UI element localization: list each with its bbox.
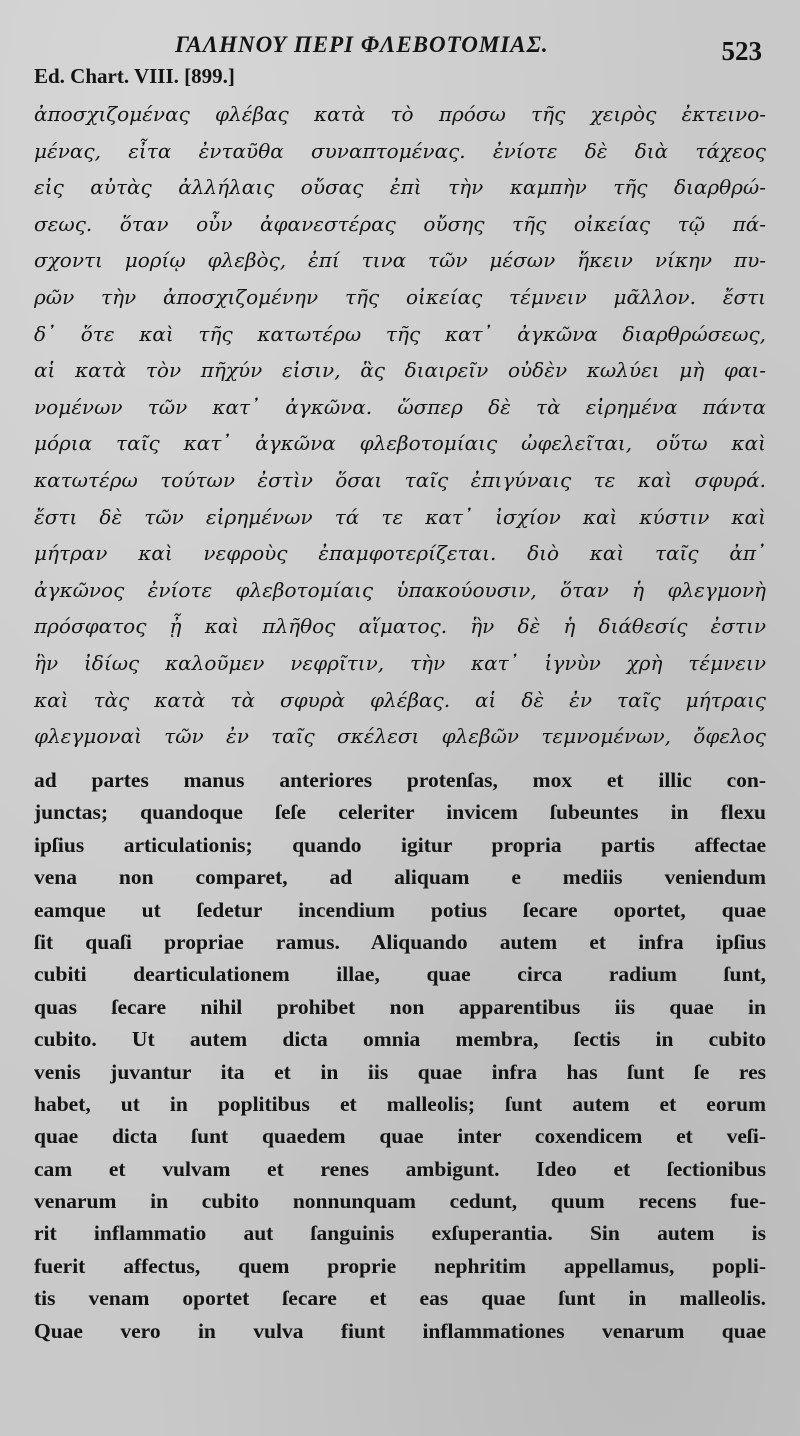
latin-text-line: rit inflammatio aut ſanguinis exſuperantia. Sin autem is <box>34 1221 766 1246</box>
greek-text-line: μένας, εἶτα ἐνταῦθα συναπτομένας. ἐνίοτε δὲ διὰ τάχεος <box>34 138 766 163</box>
latin-text-line: tis venam oportet ſecare et eas quae ſunt in malleolis. <box>34 1286 766 1311</box>
latin-text-line: ſit quaſi propriae ramus. Aliquando autem et infra ipſius <box>34 929 766 954</box>
latin-text-block <box>34 764 766 1347</box>
latin-text-line: vena non comparet, ad aliquam e mediis veniendum <box>34 865 766 890</box>
latin-text-line: quas ſecare nihil prohibet non apparentibus iis quae in <box>34 994 766 1019</box>
greek-text-line: ἔστι δὲ τῶν εἰρημένων τά τε κατ᾽ ἰσχίον καὶ κύστιν καὶ <box>34 504 766 529</box>
greek-text-line: ἀποσχιζομένας φλέβας κατὰ τὸ πρόσω τῆς χειρὸς ἐκτεινο- <box>34 102 766 126</box>
greek-text-line: δ᾽ ὅτε καὶ τῆς κατωτέρω τῆς κατ᾽ ἀγκῶνα διαρθρώσεως, <box>34 321 766 346</box>
latin-text-line: ipſius articulationis; quando igitur propria partis affectae <box>34 832 766 857</box>
greek-text-line: πρόσφατος ᾖ καὶ πλῆθος αἵματος. ἣν δὲ ἡ διάθεσίς ἐστιν <box>34 614 766 639</box>
latin-text-line: junctas; quandoque ſeſe celeriter invicem ſubeuntes in flexu <box>34 800 766 825</box>
latin-text-line: fuerit affectus, quem proprie nephritim appellamus, popli- <box>34 1253 766 1278</box>
latin-text-line: cubito. Ut autem dicta omnia membra, ſectis in cubito <box>34 1027 766 1052</box>
greek-text-block <box>34 96 766 755</box>
latin-text-line: venis juvantur ita et in iis quae infra has ſunt ſe res <box>34 1059 766 1084</box>
latin-text-line: ad partes manus anteriores protenſas, mox et illic con- <box>34 768 766 792</box>
greek-text-line: φλεγμοναὶ τῶν ἐν ταῖς σκέλεσι φλεβῶν τεμνομένων, ὄφελος <box>34 724 766 749</box>
running-title: ΓΑΛΗΝΟΥ ΠΕΡΙ ΦΛΕΒΟΤΟΜΙΑΣ. <box>175 32 549 57</box>
greek-text-line: μόρια ταῖς κατ᾽ ἀγκῶνα φλεβοτομίαις ὠφελεῖται, οὕτω καὶ <box>34 431 766 456</box>
greek-text-line: ρῶν τὴν ἀποσχιζομένην τῆς οἰκείας τέμνειν μᾶλλον. ἔστι <box>34 284 766 309</box>
greek-text-line: μήτραν καὶ νεφροὺς ἐπαμφοτερίζεται. διὸ καὶ ταῖς ἀπ᾽ <box>34 541 766 566</box>
latin-text-line: Quae vero in vulva fiunt inflammationes venarum quae <box>34 1318 766 1343</box>
latin-text-line: habet, ut in poplitibus et malleolis; ſunt autem et eorum <box>34 1091 766 1116</box>
latin-text-line: cam et vulvam et renes ambigunt. Ideo et ſectionibus <box>34 1156 766 1181</box>
greek-text-line: νομένων τῶν κατ᾽ ἀγκῶνα. ὥσπερ δὲ τὰ εἰρημένα πάντα <box>34 394 766 419</box>
running-head <box>0 28 800 68</box>
page-number: 523 <box>721 36 762 66</box>
greek-text-line: αἱ κατὰ τὸν πῆχύν εἰσιν, ἃς διαιρεῖν οὐδὲν κωλύει μὴ φαι- <box>34 358 766 383</box>
greek-text-line: εἰς αὐτὰς ἀλλήλαις οὔσας ἐπὶ τὴν καμπὴν τῆς διαρθρώ- <box>34 175 766 200</box>
greek-text-line: σχοντι μορίῳ φλεβὸς, ἐπί τινα τῶν μέσων ἥκειν νίκην πυ- <box>34 248 766 273</box>
latin-text-line: quae dicta ſunt quaedem quae inter coxendicem et veſi- <box>34 1124 766 1149</box>
greek-text-line: καὶ τὰς κατὰ τὰ σφυρὰ φλέβας. αἱ δὲ ἐν ταῖς μήτραις <box>34 687 766 712</box>
greek-text-line: κατωτέρω τούτων ἐστὶν ὅσαι ταῖς ἐπιγύναις τε καὶ σφυρά. <box>34 467 766 492</box>
greek-text-line: ἣν ἰδίως καλοῦμεν νεφρῖτιν, τὴν κατ᾽ ἰγνὺν χρὴ τέμνειν <box>34 650 766 675</box>
edition-reference: Ed. Chart. VIII. [899.] <box>34 64 235 88</box>
latin-text-line: eamque ut ſedetur incendium potius ſecare oportet, quae <box>34 897 766 922</box>
greek-text-line: ἀγκῶνος ἐνίοτε φλεβοτομίαις ὑπακούουσιν, ὅταν ἡ φλεγμονὴ <box>34 577 766 602</box>
latin-text-line: cubiti dearticulationem illae, quae circa radium ſunt, <box>34 962 766 987</box>
greek-text-line: σεως. ὅταν οὖν ἀφανεστέρας οὔσης τῆς οἰκείας τῷ πά- <box>34 211 766 236</box>
latin-text-line: venarum in cubito nonnunquam cedunt, quum recens fue- <box>34 1189 766 1214</box>
